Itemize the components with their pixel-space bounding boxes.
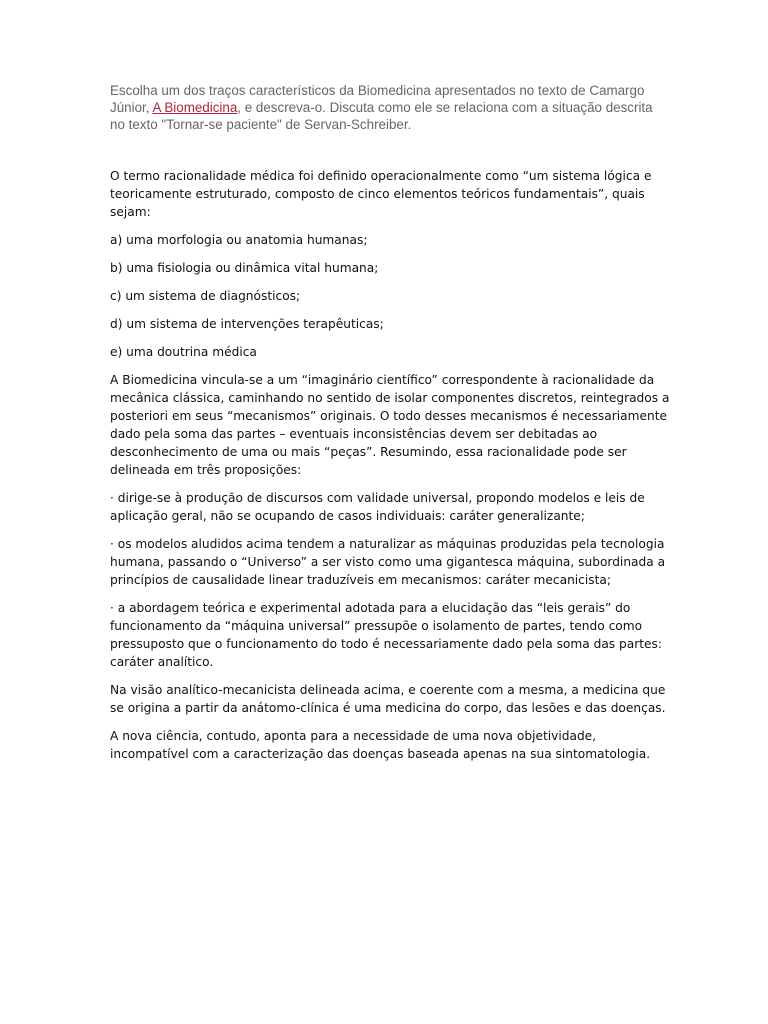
list-item-c: c) um sistema de diagnósticos;: [110, 289, 301, 303]
list-item-b: b) uma fisiologia ou dinâmica vital humana;: [110, 261, 379, 275]
paragraph-intro: O termo racionalidade médica foi definido operacionalmente como “um sistema lógica e teoricamente estruturado, composto de cinco elementos teóricos fundamentais”, quais sejam:: [110, 169, 652, 219]
answer-body: [110, 167, 670, 763]
proposition-mecanicista: · os modelos aludidos acima tendem a naturalizar as máquinas produzidas pela tecnologia humana, passando o “Universo” a ser visto como uma gigantesca máquina, subordinada a princípios de causalidade linear traduzíveis em mecanismos: caráter mecanicista;: [110, 537, 666, 587]
proposition-generalizante: · dirige-se à produção de discursos com validade universal, propondo modelos e leis de aplicação geral, não se ocupando de casos individuais: caráter generalizante;: [110, 491, 645, 523]
list-item-a: a) uma morfologia ou anatomia humanas;: [110, 233, 368, 247]
document-page: [110, 82, 670, 773]
paragraph-visao: Na visão analítico-mecanicista delineada acima, e coerente com a mesma, a medicina que se origina a partir da anátomo-clínica é uma medicina do corpo, das lesões e das doenças.: [110, 683, 666, 715]
prompt-text-before: Escolha um dos traços característicos da Biomedicina apresentados no texto de Camargo Júnior,: [110, 83, 645, 115]
biomedicina-link[interactable]: A Biomedicina: [152, 100, 238, 115]
list-item-d: d) um sistema de intervenções terapêuticas;: [110, 317, 384, 331]
proposition-analitico: · a abordagem teórica e experimental adotada para a elucidação das “leis gerais” do funcionamento da “máquina universal” pressupõe o isolamento de partes, tendo como pressuposto que o funcionamento do todo é necessariamente dado pela soma das partes: caráter analítico.: [110, 601, 662, 669]
paragraph-biomedicina: A Biomedicina vincula-se a um “imaginário científico” correspondente à racionalidade da mecânica clássica, caminhando no sentido de isolar componentes discretos, reintegrados a posteriori em seus “mecanismos” originais. O todo desses mecanismos é necessariamente dado pela soma das partes – eventuais inconsistências devem ser debitadas ao desconhecimento de uma ou mais “peças”. Resumindo, essa racionalidade pode ser delineada em três proposições:: [110, 373, 670, 477]
list-item-e: e) uma doutrina médica: [110, 345, 257, 359]
paragraph-nova-ciencia: A nova ciência, contudo, aponta para a necessidade de uma nova objetividade, incompatível com a caracterização das doenças baseada apenas na sua sintomatologia.: [110, 729, 651, 761]
prompt-text-after: , e descreva-o. Discuta como ele se relaciona com a situação descrita no texto "Tornar-se paciente" de Servan-Schreiber.: [110, 100, 653, 132]
question-prompt: [110, 82, 670, 133]
